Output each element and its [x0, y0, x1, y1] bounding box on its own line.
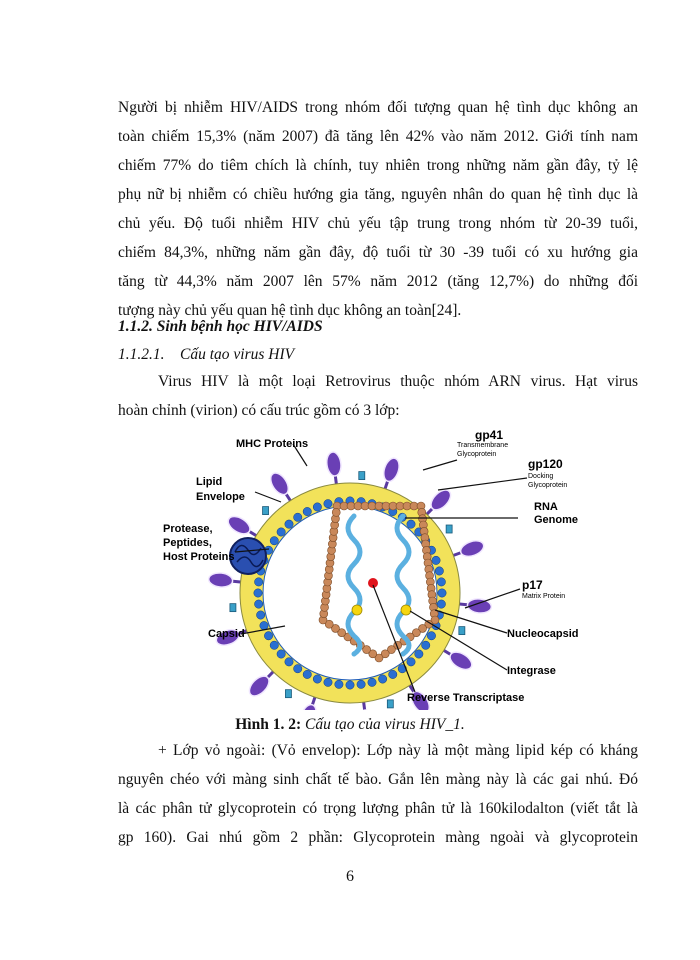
p17-matrix-protein: [277, 650, 285, 658]
p17-matrix-protein: [254, 600, 262, 608]
integrase-dot-left: [352, 605, 362, 615]
text-line: Người bị nhiễm HIV/AIDS trong nhóm đối tượng quan hệ tình dục không an: [118, 99, 638, 116]
text-line: nguyên chéo với màng sinh chất tế bào. Gắn lên màng này là các gai nhú. Đó: [118, 771, 638, 788]
p17-matrix-protein: [264, 632, 272, 640]
text-line: chủ yếu. Độ tuổi nhiễm HIV chủ yếu tập trung trong nhóm từ 20-39 tuổi,: [118, 215, 638, 232]
p17-matrix-protein: [437, 600, 445, 608]
mhc-protein: [446, 525, 452, 533]
p17-matrix-protein: [254, 578, 262, 586]
gp120-head: [225, 513, 253, 537]
p17-matrix-protein: [427, 632, 435, 640]
text-line: tăng từ 44,3% năm 2007 lên 57% năm 2012 (tăng 12,7%) do những đối: [118, 273, 638, 290]
p17-matrix-protein: [303, 507, 311, 515]
text-line: tượng này chủ yếu quan hệ tình dục không an toàn[24].: [118, 302, 462, 319]
p17-matrix-protein: [378, 675, 386, 683]
label-gp41-transmembrane: Transmembrane: [457, 442, 509, 449]
gp120-head: [267, 470, 292, 498]
p17-matrix-protein: [346, 681, 354, 689]
gp120-head: [298, 703, 319, 710]
p17-matrix-protein: [260, 621, 268, 629]
mhc-protein: [263, 507, 269, 515]
mhc-protein: [285, 690, 291, 698]
label-envelope: Envelope: [196, 491, 245, 503]
subsection-title: Cấu tạo virus HIV: [180, 346, 295, 363]
paragraph-hiv-statistics: [118, 93, 638, 325]
label-reverse-transcriptase: Reverse Transcriptase: [407, 692, 525, 704]
label-matrix-protein: Matrix Protein: [522, 593, 566, 600]
integrase-dot-right: [401, 605, 411, 615]
gp120-head: [325, 451, 342, 477]
p17-matrix-protein: [324, 499, 332, 507]
hiv-diagram: [155, 430, 595, 710]
p17-matrix-protein: [313, 503, 321, 511]
p24-capsid-protein: [332, 508, 340, 516]
label-lipid: Lipid: [196, 476, 223, 488]
page-number: 6: [346, 868, 354, 885]
p17-matrix-protein: [277, 528, 285, 536]
p17-matrix-protein: [294, 665, 302, 673]
text-line: toàn chiếm 15,3% (năm 2007) đã tăng lên 42% vào năm 2012. Giới tính nam: [118, 128, 638, 145]
p17-matrix-protein: [313, 675, 321, 683]
p17-matrix-protein: [294, 513, 302, 521]
p17-matrix-protein: [285, 658, 293, 666]
label-gp120: gp120: [528, 457, 563, 471]
p17-matrix-protein: [303, 670, 311, 678]
text-line: chiếm 84,3%, những năm gần đây, độ tuổi từ 30 -39 tuổi có xu hướng gia: [118, 244, 638, 261]
section-heading: 1.1.2. Sinh bệnh học HIV/AIDS: [118, 318, 323, 335]
p17-matrix-protein: [324, 678, 332, 686]
mhc-protein: [459, 627, 465, 635]
p17-matrix-protein: [415, 650, 423, 658]
label-protease: Protease,: [163, 523, 213, 535]
label-nucleocapsid: Nucleocapsid: [507, 628, 579, 640]
subsection-heading: [118, 346, 294, 364]
paragraph-virus-intro: [118, 367, 638, 425]
p17-matrix-protein: [256, 611, 264, 619]
gp120-head: [381, 456, 402, 483]
gp120-head: [447, 649, 475, 673]
p17-matrix-protein: [422, 641, 430, 649]
p17-matrix-protein: [335, 680, 343, 688]
p17-matrix-protein: [270, 641, 278, 649]
p17-matrix-protein: [368, 678, 376, 686]
caption-text: Cấu tạo của virus HIV_1.: [305, 716, 465, 733]
label-gp120-glycoprotein: Glycoprotein: [528, 482, 568, 489]
mhc-protein: [230, 604, 236, 612]
text-line: chiếm 77% do tiêm chích là chính, tuy nhiên trong những năm gần đây, tỷ lệ: [118, 157, 638, 174]
subsection-number: 1.1.2.1.: [118, 346, 165, 363]
label-rna: RNA: [534, 501, 558, 513]
text-line: là các phân tử glycoprotein có trọng lượng phân tử là 160kilodalton (viết tắt là: [118, 800, 638, 817]
figure-caption: [0, 716, 700, 734]
text-line: Virus HIV là một loại Retrovirus thuộc nhóm ARN virus. Hạt virus: [158, 373, 638, 390]
p17-matrix-protein: [407, 520, 415, 528]
mhc-protein: [387, 700, 393, 708]
paragraph-envelope: [118, 736, 638, 852]
p17-matrix-protein: [254, 589, 262, 597]
p17-matrix-protein: [432, 556, 440, 564]
hiv-structure-figure: [155, 430, 595, 710]
text-line: gp 160). Gai nhú gồm 2 phần: Glycoprotein màng ngoài và glycoprotein: [118, 829, 638, 846]
p17-matrix-protein: [270, 537, 278, 545]
label-gp41: gp41: [475, 430, 504, 442]
p17-matrix-protein: [285, 520, 293, 528]
p17-matrix-protein: [357, 680, 365, 688]
text-line: + Lớp vỏ ngoài: (Vỏ envelop): Lớp này là một màng lipid kép có kháng: [158, 742, 638, 759]
label-mhc-proteins: MHC Proteins: [236, 438, 309, 450]
p17-matrix-protein: [438, 589, 446, 597]
p17-matrix-protein: [435, 567, 443, 575]
label-genome: Genome: [534, 514, 579, 526]
p17-matrix-protein: [407, 658, 415, 666]
label-gp120-docking: Docking: [528, 473, 554, 480]
host-protein-blob: [230, 538, 266, 574]
p17-matrix-protein: [389, 670, 397, 678]
gp120-head: [208, 572, 233, 588]
text-line: hoàn chỉnh (virion) có cấu trúc gồm có 3 lớp:: [118, 402, 400, 419]
label-host-proteins: Host Proteins: [163, 551, 235, 563]
text-line: phụ nữ bị nhiễm có chiều hướng gia tăng, nguyên nhân do quan hệ tình dục là: [118, 186, 638, 203]
label-integrase: Integrase: [507, 665, 556, 677]
gp120-head: [358, 709, 375, 710]
p17-matrix-protein: [437, 578, 445, 586]
mhc-protein: [359, 472, 365, 480]
label-capsid: Capsid: [208, 628, 245, 640]
label-peptides: Peptides,: [163, 537, 212, 549]
gp120-head: [459, 538, 486, 559]
caption-label: Hình 1. 2:: [235, 716, 302, 733]
label-p17: p17: [522, 578, 543, 592]
label-gp41-glycoprotein: Glycoprotein: [457, 451, 497, 458]
